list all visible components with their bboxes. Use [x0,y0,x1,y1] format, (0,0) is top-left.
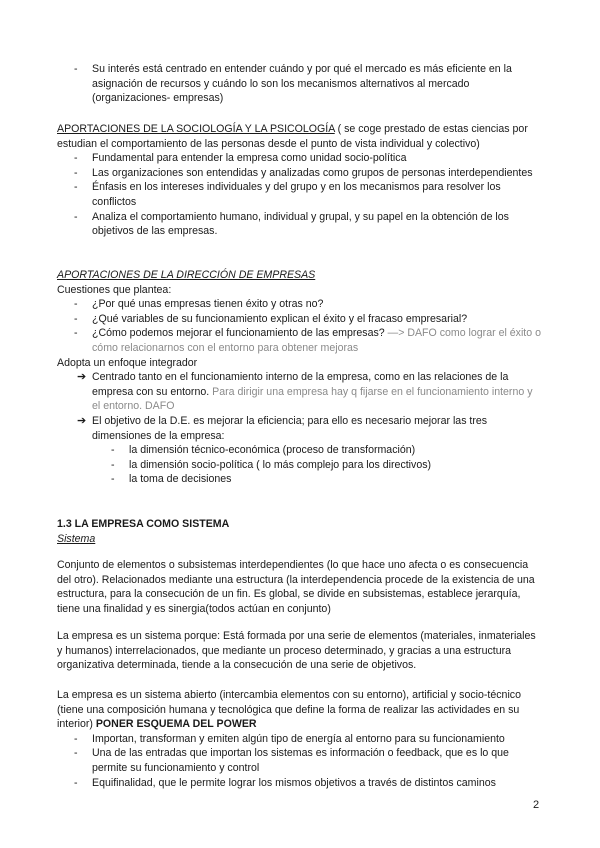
list-item: - Equifinalidad, que le permite lograr los mismos objetivos a través de distintos caminos [74,776,496,789]
arrow-item [57,370,542,414]
intro-bullet-text: Su interés está centrado en entender cuándo y por qué el mercado es más eficiente en la asignación de recursos y cuándo lo son los mecanismos alternativos al mercado (organizaciones- empresas) [92,63,512,105]
arrow-right-icon: ➔ [77,414,87,427]
list-item: - la dimensión técnico-económica (proceso de transformación) [111,444,416,457]
direccion-section [57,268,542,487]
paragraph-3-bold: PONER ESQUEMA DEL POWER [95,718,257,731]
sociologia-bullet: Énfasis en los intereses individuales y del grupo y en los mecanismos para resolver los conflictos [92,181,501,208]
sistema-paragraph-3-block [57,688,542,790]
section-subtitle: Sistema [57,532,96,545]
list-item: - Énfasis en los intereses individuales y del grupo y en los mecanismos para resolver los conflictos [74,181,501,208]
sistema-bullet: Equifinalidad, que le permite lograr los mismos objetivos a través de distintos caminos [92,776,496,789]
sistema-bullet: Importan, transforman y emiten algún tipo de energía al entorno para su funcionamiento [92,732,505,745]
sociologia-bullet: Fundamental para entender la empresa como unidad socio-política [92,152,407,165]
arrow-item [57,414,542,443]
sociologia-heading: APORTACIONES DE LA SOCIOLOGÍA Y LA PSICOLOGÍA [57,123,335,135]
section-title: 1.3 LA EMPRESA COMO SISTEMA [57,518,230,530]
sistema-paragraph-1: Conjunto de elementos o subsistemas interdependientes (lo que hace uno afecta o es consecuencia del otro). Relacionados mediante una estructura (la interdependencia procede de la existencia de una estructura, para la consecución de un fin. Es global, se divide en subsistemas, establece jerarquía, tiene una finalidad y es sinergia(todos actúan en conjunto) [57,559,535,615]
arrow-item-note: Para dirigir una empresa hay q fijarse en el funcionamiento interno y el entorno. DAFO [92,385,533,413]
list-item: - ¿Por qué unas empresas tienen éxito y otras no? [74,298,324,311]
arrow-item-text: Centrado tanto en el funcionamiento interno de la empresa, como en las relaciones de la empresa con su entorno. [92,371,509,398]
list-item: - ¿Cómo podemos mejorar el funcionamiento de las empresas? —> DAFO como lograr el éxito o cómo relacionarnos con el entorno para obtener mejoras [74,327,541,354]
sistema-paragraph-2: La empresa es un sistema porque: Está formada por una serie de elementos (materiales, inmateriales y humanos) interrelacionados, que mediante un proceso determinado, y gracias a una estructura organizativa determinada, tiende a la consecución de una serie de objetivos. [57,630,536,672]
dimension-text: la toma de decisiones [129,473,232,486]
sociologia-heading-rest: ( se coge prestado de estas ciencias por estudian el comportamiento de las personas desde el punto de vista individual y colectivo) [57,123,528,150]
sistema-paragraph-3 [57,688,542,732]
intro-list [57,62,542,106]
question-text: ¿Qué variables de su funcionamiento explican el éxito y el fracaso empresarial? [92,312,468,325]
direccion-heading: APORTACIONES DE LA DIRECCIÓN DE EMPRESAS [57,269,316,281]
list-item: - Las organizaciones son entendidas y analizadas como grupos de personas interdependientes [74,166,533,179]
sociologia-paragraph [57,122,542,151]
list-item: - Su interés está centrado en entender cuándo y por qué el mercado es más eficiente en la asignación de recursos y cuándo lo son los mecanismos alternativos al mercado (organizaciones- empresas) [74,63,512,105]
list-item: - la dimensión socio-política ( lo más complejo para los directivos) [111,458,432,471]
enfoque-label: Adopta un enfoque integrador [57,356,198,369]
question-text: ¿Por qué unas empresas tienen éxito y otras no? [92,298,324,311]
list-item: - Importan, transforman y emiten algún tipo de energía al entorno para su funcionamiento [74,732,505,745]
arrow-right-icon: ➔ [77,371,87,384]
paragraph-3-text: La empresa es un sistema abierto (intercambia elementos con su entorno), artificial y socio-técnico (tiene una composición humana y tecnológica que define la forma de realizar las actividades en su interior) [57,689,521,731]
list-item: - ¿Qué variables de su funcionamiento explican el éxito y el fracaso empresarial? [74,312,468,325]
list-item: - Fundamental para entender la empresa como unidad socio-política [74,152,407,165]
cuestiones-label: Cuestiones que plantea: [57,283,172,296]
list-item: - la toma de decisiones [111,473,232,486]
question-note: —> DAFO como lograr el éxito o cómo relacionarnos con el entorno para obtener mejoras [92,327,541,354]
sistema-bullet: Una de las entradas que importan los sistemas es información o feedback, que es lo que permite su funcionamiento y control [92,747,509,774]
list-item: - Una de las entradas que importan los sistemas es información o feedback, que es lo que permite su funcionamiento y control [74,747,509,774]
dimension-text: la dimensión socio-política ( lo más complejo para los directivos) [129,458,432,471]
sistema-section [57,517,542,546]
arrow-item-text: El objetivo de la D.E. es mejorar la eficiencia; para ello es necesario mejorar las tres dimensiones de la empresa: [92,414,488,442]
sociologia-section [57,122,542,239]
dimension-text: la dimensión técnico-económica (proceso de transformación) [129,444,416,457]
list-item: - Analiza el comportamiento humano, individual y grupal, y su papel en la obtención de los objetivos de las empresas. [74,210,509,238]
sociologia-bullet: Analiza el comportamiento humano, individual y grupal, y su papel en la obtención de los objetivos de las empresas. [92,210,509,238]
question-text: ¿Cómo podemos mejorar el funcionamiento de las empresas? [92,327,385,340]
sociologia-bullet: Las organizaciones son entendidas y analizadas como grupos de personas interdependientes [92,166,533,179]
page-number: 2 [533,799,540,811]
